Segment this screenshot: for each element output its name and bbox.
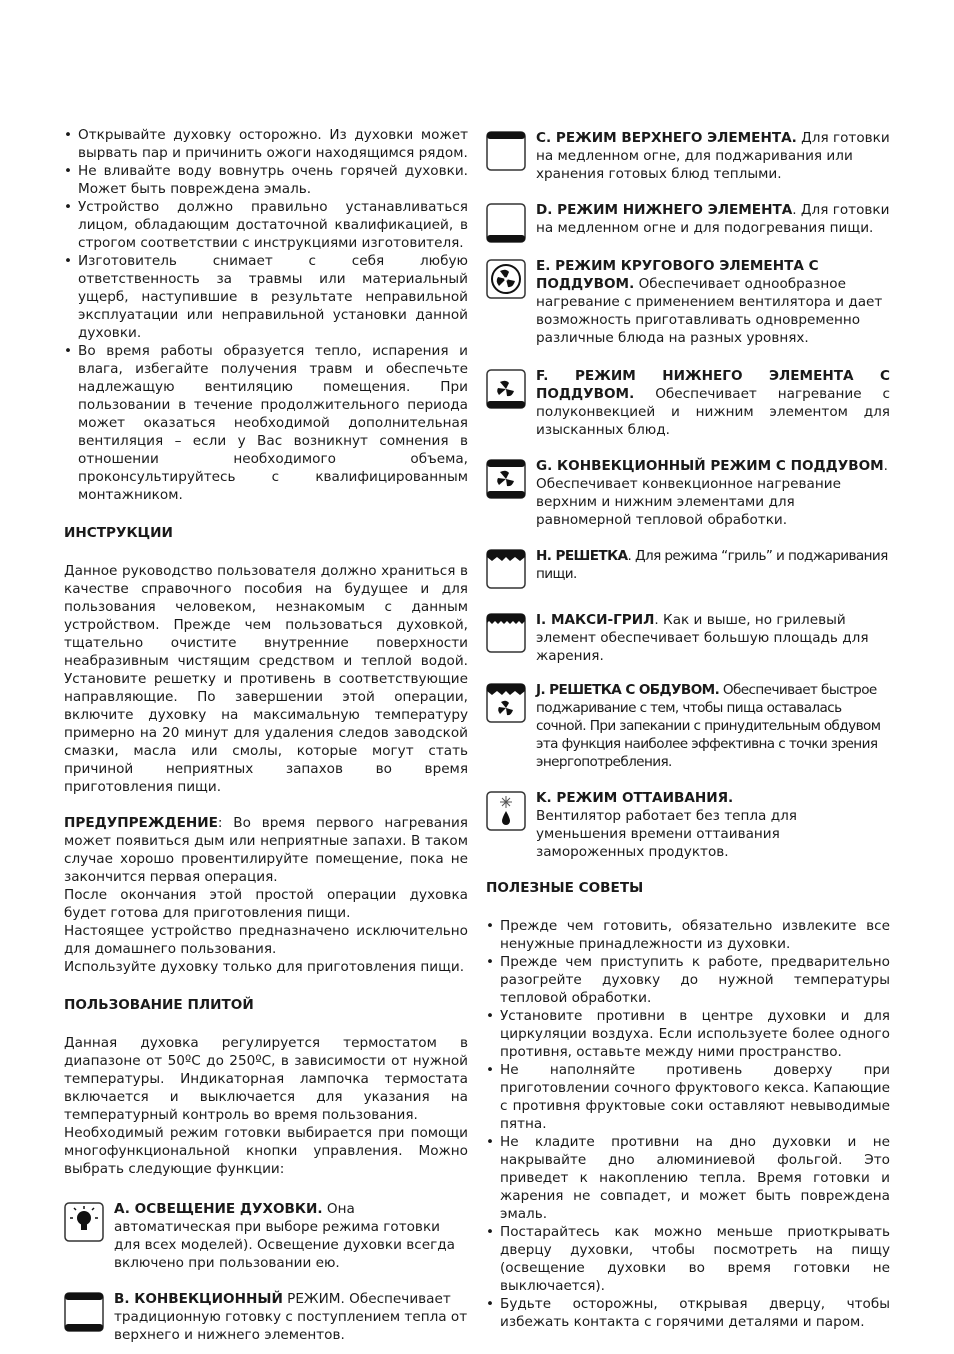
function-c-text: Для готовки на медленном огне, для поджаривания или хранения готовых блюд теплыми. xyxy=(536,130,890,182)
warning-paragraph xyxy=(64,814,468,886)
usage-paragraph-2: Необходимый режим готовки выбирается при помощи многофункциональной кнопки управления. Можно выбрать следующие функции: xyxy=(64,1125,468,1177)
warning-paragraph-3: Настоящее устройство предназначено исключительно для домашнего пользования. xyxy=(64,923,468,957)
function-b-convection xyxy=(64,1290,468,1344)
usage-heading: ПОЛЬЗОВАНИЕ ПЛИТОЙ xyxy=(64,997,254,1013)
list-item: • Не вливайте воду вовнутрь очень горячей духовки. Может быть повреждена эмаль. xyxy=(64,162,468,198)
function-f-title: F. РЕЖИМ НИЖНЕГО ЭЛЕМЕНТА С ПОДДУВОМ. xyxy=(536,368,890,402)
function-g-convection-fan xyxy=(486,457,890,529)
function-e-text: Обеспечивает однообразное нагревание с применением вентилятора и дает возможность приготавливать одновременно различные блюда на разных уровнях. xyxy=(536,276,883,346)
function-i-maxi-grill xyxy=(486,611,890,665)
function-h-title: H. РЕШЕТКА xyxy=(536,548,628,564)
list-item: • Не кладите противни на дно духовки и не накрывайте дно алюминиевой фольгой. Это приведет к накоплению тепла. Время готовки и жарения не совпадет, и может быть повреждена эмаль. xyxy=(486,1133,890,1223)
function-j-title: J. РЕШЕТКА С ОБДУВОМ. xyxy=(536,682,720,698)
function-b-text: РЕЖИМ. Обеспечивает традиционную готовку с поступлением тепла от верхнего и нижнего элементов. xyxy=(114,1291,468,1343)
list-item: • Во время работы образуется тепло, испарения и влага, избегайте получения травм и обеспечьте надлежащую вентиляцию помещения. При пользовании в течение продолжительного периода может оказаться необходимой дополнительная вентиляция – если у Вас возникнут сомнения в отношении необходимого объема, проконсультируйтесь с квалифицированным монтажником. xyxy=(64,342,468,504)
function-k-text: Вентилятор работает без тепла для уменьшения времени оттаивания замороженных продуктов. xyxy=(536,808,797,860)
function-h-grill xyxy=(486,547,890,583)
right-column xyxy=(486,126,890,1331)
list-item: • Прежде чем готовить, обязательно извлеките все ненужные принадлежности из духовки. xyxy=(486,917,890,953)
list-item: • Постарайтесь как можно меньше приоткрывать дверцу духовки, чтобы посмотреть на пищу (освещение духовки во время готовки не выключается). xyxy=(486,1223,890,1295)
list-item: • Будьте осторожны, открывая дверцу, чтобы избежать контакта с горячими деталями и паром. xyxy=(486,1295,890,1331)
left-column xyxy=(64,126,468,1344)
function-f-bottom-fan xyxy=(486,367,890,439)
top-bottom-heat-icon xyxy=(64,1292,104,1332)
warning-paragraph-2: После окончания этой простой операции духовка будет готова для приготовления пищи. xyxy=(64,887,468,921)
function-c-title: C. РЕЖИМ ВЕРХНЕГО ЭЛЕМЕНТА. xyxy=(536,130,797,146)
function-a-text: Она автоматическая при выборе режима готовки для всех моделей). Освещение духовки всегда включено при пользовании ею. xyxy=(114,1201,455,1271)
bottom-heat-icon xyxy=(486,203,526,243)
instructions-heading: ИНСТРУКЦИИ xyxy=(64,525,173,541)
function-h-text: . Для режима “гриль” и поджаривания пищи. xyxy=(536,548,888,582)
function-k-defrost xyxy=(486,789,890,861)
function-b-title: B. КОНВЕКЦИОННЫЙ xyxy=(114,1291,283,1307)
function-e-title: E. РЕЖИМ КРУГОВОГО ЭЛЕМЕНТА С ПОДДУВОМ. xyxy=(536,258,819,292)
grill-icon xyxy=(486,549,526,589)
top-bottom-fan-icon xyxy=(486,459,526,499)
function-c-top-element xyxy=(486,129,890,183)
instructions-paragraph: Данное руководство пользователя должно храниться в качестве справочного пособия на будущее и для пользования человеком, незнакомым с данным устройством. Прежде чем пользоваться духовкой, тщательно очистите внутренние поверхности неабразивным чистящим средством и теплой водой. Установите решетку и противень в соответствующие направляющие. По завершении этой операции, включите духовку на максимальную температуру примерно на 20 минут для удаления следов заводской смазки, масла или смолы, которые могут стать причиной неприятных запахов во время приготовления пищи. xyxy=(64,563,468,795)
function-k-title: K. РЕЖИМ ОТТАИВАНИЯ. xyxy=(536,790,734,806)
lamp-icon xyxy=(64,1202,104,1242)
bottom-fan-icon xyxy=(486,369,526,409)
function-j-text: Обеспечивает быстрое поджаривание с тем, чтобы пища оставалась сочной. При запекании с принудительным обдувом эта функция наиболее эффективна с точки зрения энергопотребления. xyxy=(536,682,881,770)
function-d-bottom-element xyxy=(486,201,890,237)
list-item: • Прежде чем приступить к работе, предварительно разогрейте духовку до нужной температуры тепловой обработки. xyxy=(486,953,890,1007)
safety-bullet-list xyxy=(64,126,468,504)
function-a-oven-light xyxy=(64,1200,468,1272)
list-item: • Установите противни в центре духовки и для циркуляции воздуха. Если используете более одного противня, оставьте между ними пространство. xyxy=(486,1007,890,1061)
function-a-title: A. ОСВЕЩЕНИЕ ДУХОВКИ. xyxy=(114,1201,323,1217)
warning-text: : Во время первого нагревания может появиться дым или неприятные запахи. В таком случае хорошо провентилируйте помещение, пока не закончится первая операция. xyxy=(64,815,468,885)
defrost-icon xyxy=(486,791,526,831)
usage-paragraph-1: Данная духовка регулируется термостатом в диапазоне от 50ºC до 250ºC, в зависимости от нужной температуры. Индикаторная лампочка термостата включается и выключается для указания на температурный контроль во время пользования. xyxy=(64,1035,468,1123)
function-e-circular-fan xyxy=(486,257,890,347)
circular-fan-icon xyxy=(486,259,526,299)
list-item: • Изготовитель снимает с себя любую ответственность за травмы или материальный ущерб, наступившие в результате неправильной эксплуатации или неправильной установки данной духовки. xyxy=(64,252,468,342)
fan-grill-icon xyxy=(486,683,526,723)
list-item: • Устройство должно правильно устанавливаться лицом, обладающим достаточной квалификацией, в строгом соответствии с инструкциями изготовителя. xyxy=(64,198,468,252)
tips-list xyxy=(486,917,890,1331)
maxi-grill-icon xyxy=(486,613,526,653)
function-d-title: D. РЕЖИМ НИЖНЕГО ЭЛЕМЕНТА xyxy=(536,202,793,218)
function-i-text: . Как и выше, но грилевый элемент обеспечивает большую площадь для жарения. xyxy=(536,612,869,664)
function-j-fan-grill xyxy=(486,681,890,771)
warning-paragraph-4: Используйте духовку только для приготовления пищи. xyxy=(64,959,465,975)
function-g-text: . Обеспечивает конвекционное нагревание верхним и нижним элементами для равномерной тепловой обработки. xyxy=(536,458,888,528)
function-i-title: I. МАКСИ-ГРИЛ xyxy=(536,612,655,628)
warning-label: ПРЕДУПРЕЖДЕНИЕ xyxy=(64,815,218,831)
list-item: • Открывайте духовку осторожно. Из духовки может вырвать пар и причинить ожоги находящимся рядом. xyxy=(64,126,468,162)
function-g-title: G. КОНВЕКЦИОННЫЙ РЕЖИМ С ПОДДУВОМ xyxy=(536,458,884,474)
function-f-text: Обеспечивает нагревание с полуконвекцией и нижним элементом для изысканных блюд. xyxy=(536,386,890,438)
top-heat-icon xyxy=(486,131,526,171)
function-d-text: . Для готовки на медленном огне и для подогревания пищи. xyxy=(536,202,890,236)
tips-heading: ПОЛЕЗНЫЕ СОВЕТЫ xyxy=(486,880,644,896)
list-item: • Не наполняйте противень доверху при приготовлении сочного фруктового кекса. Капающие с противня фруктовые соки оставляют невыводимые пятна. xyxy=(486,1061,890,1133)
